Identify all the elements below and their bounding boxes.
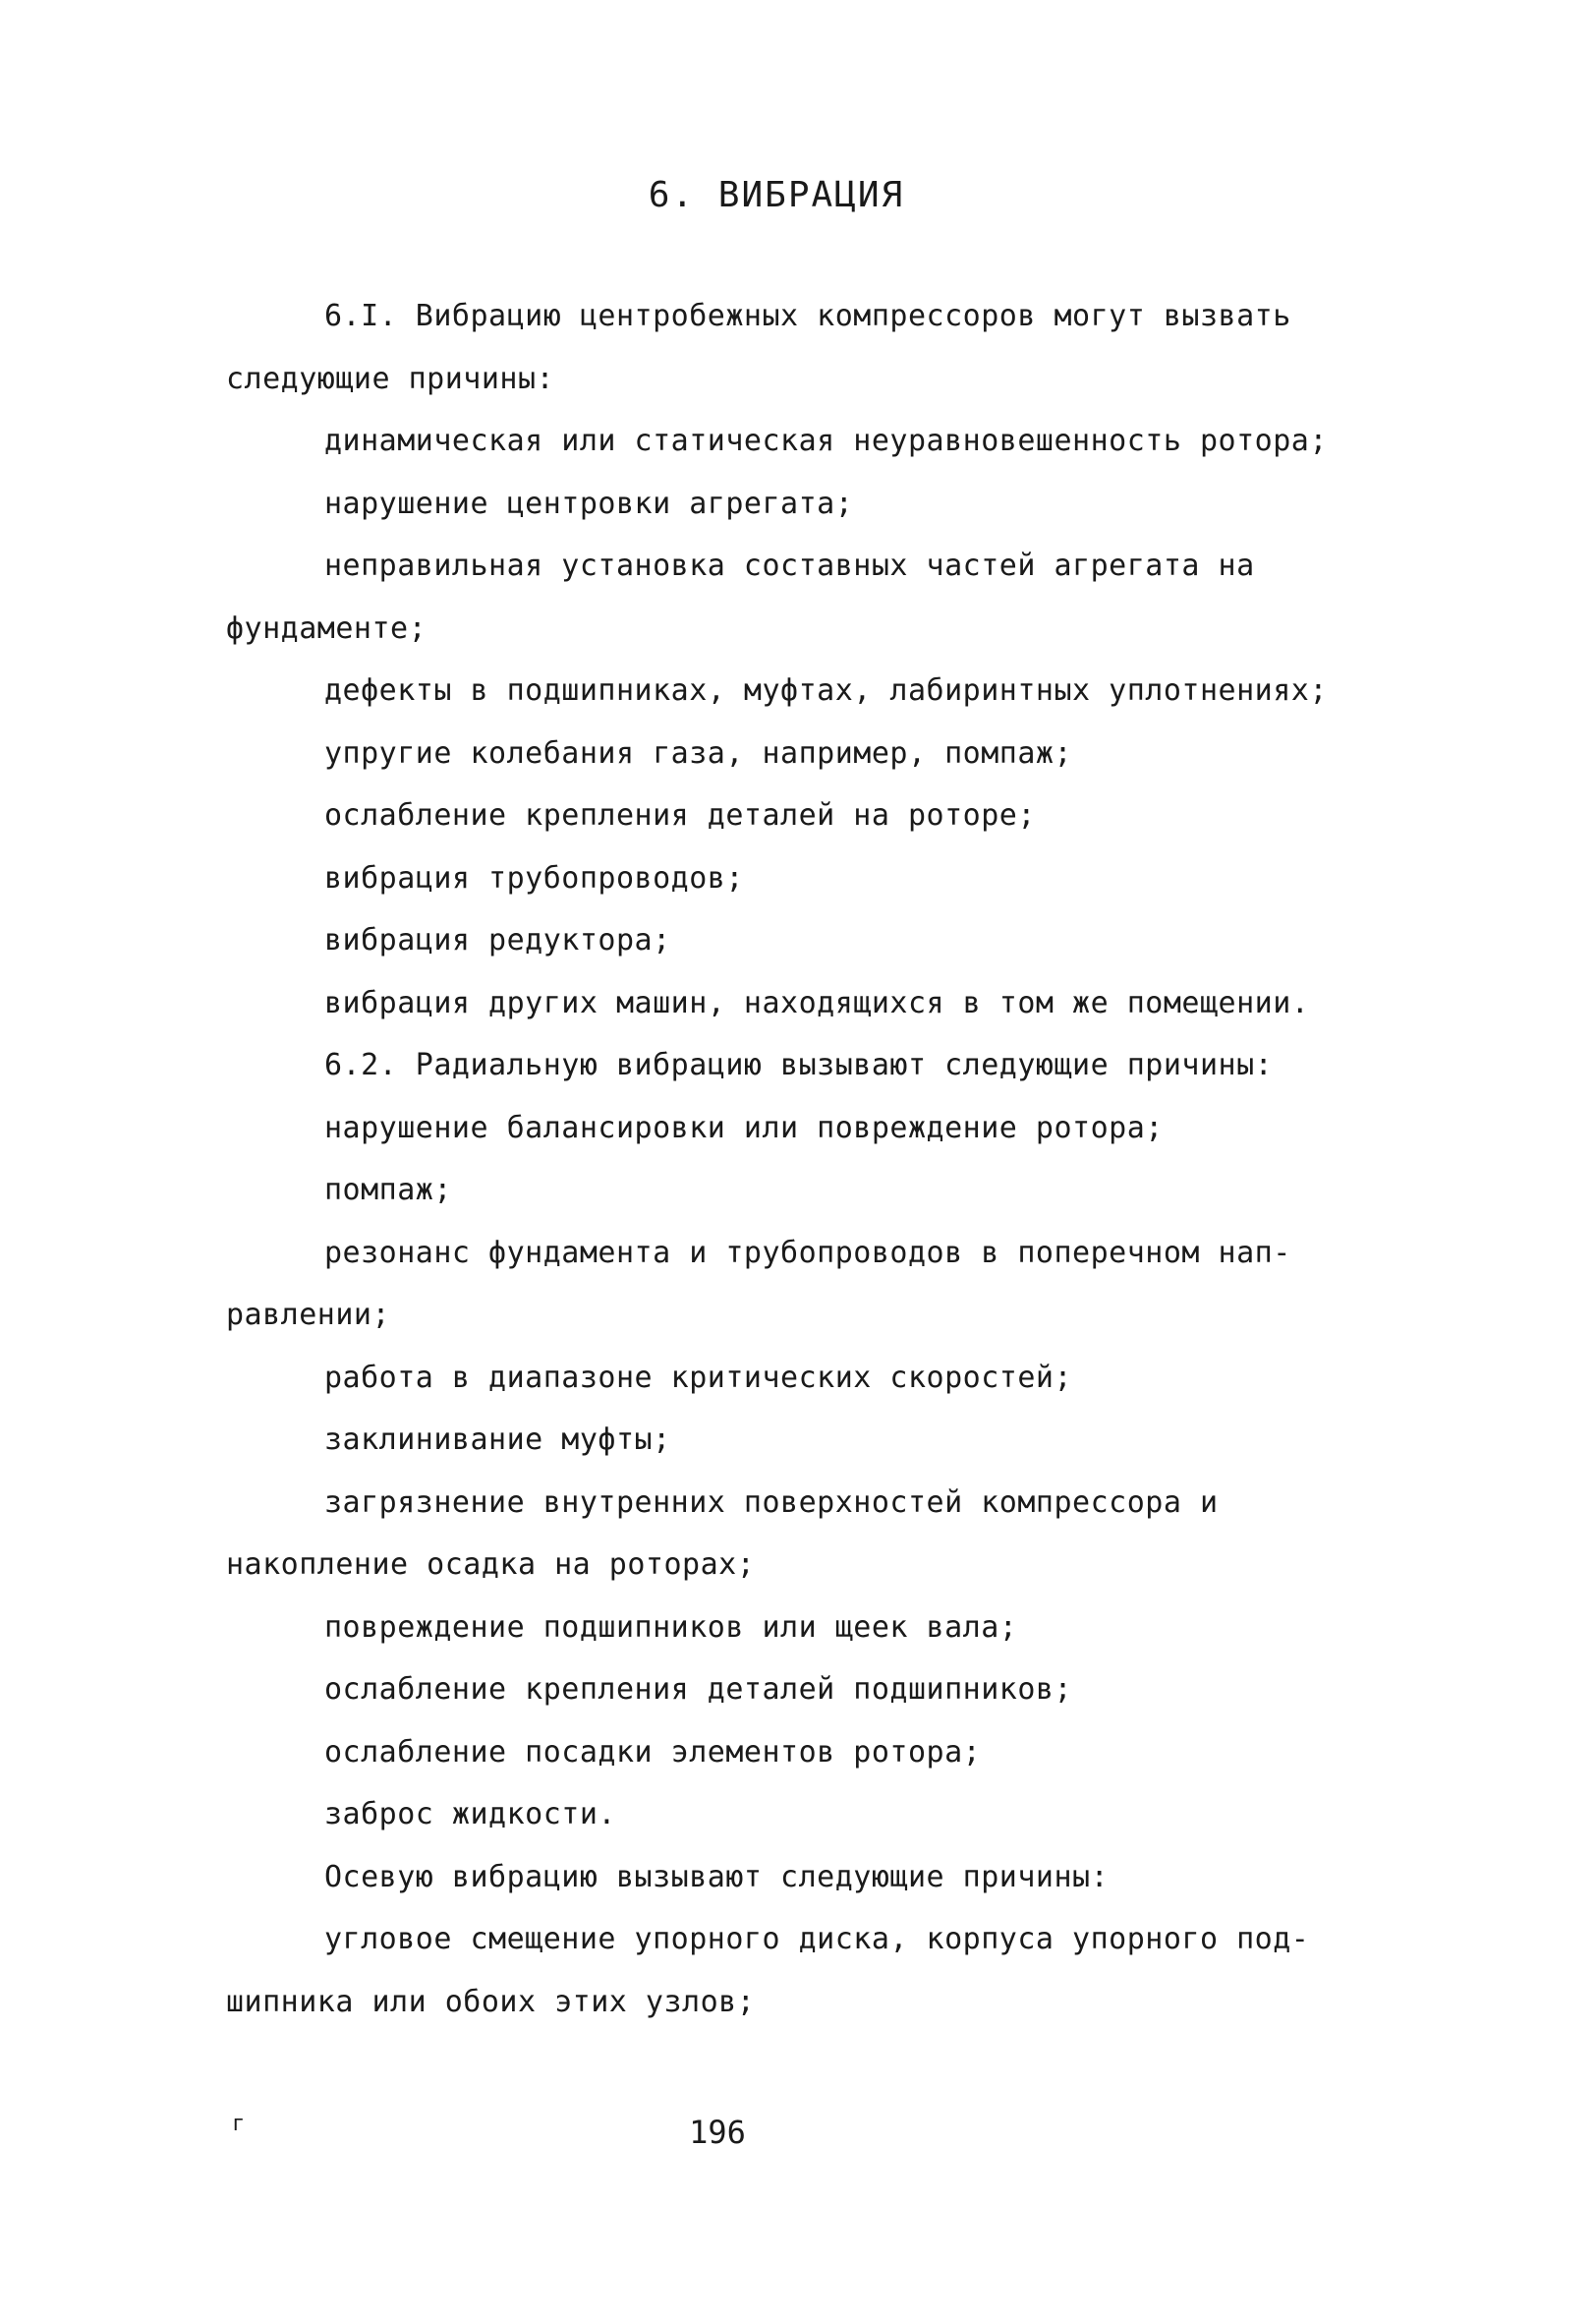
text-line: нарушение центровки агрегата; xyxy=(324,486,854,521)
text-line: помпаж; xyxy=(324,1173,452,1207)
margin-mark: г xyxy=(232,2112,246,2136)
text-line: нарушение балансировки или повреждение ротора; xyxy=(324,1110,1164,1145)
text-line: фундаменте; xyxy=(226,610,428,646)
text-line: вибрация трубопроводов; xyxy=(324,860,744,896)
text-line: динамическая или статическая неуравновешенность ротора; xyxy=(324,424,1328,458)
text-line: загрязнение внутренних поверхностей компрессора и xyxy=(324,1484,1219,1520)
text-line: равлении; xyxy=(226,1298,391,1332)
text-line: заклинивание муфты; xyxy=(324,1422,671,1457)
text-line: ослабление посадки элементов ротора; xyxy=(324,1734,982,1770)
text-line: заброс жидкости. xyxy=(324,1797,616,1831)
page-number: 196 xyxy=(689,2114,746,2151)
text-line: ослабление крепления деталей на роторе; xyxy=(324,798,1036,833)
text-line: 6.2. Радиальную вибрацию вызывают следующие причины: xyxy=(324,1048,1274,1082)
section-title: 6. ВИБРАЦИЯ xyxy=(648,175,905,215)
text-line: неправильная установка составных частей агрегата на xyxy=(324,549,1255,583)
body-text xyxy=(226,285,1396,2033)
text-line: вибрация редуктора; xyxy=(324,923,671,958)
text-line: Осевую вибрацию вызывают следующие причины: xyxy=(324,1859,1110,1894)
text-line: шипника или обоих этих узлов; xyxy=(226,1984,756,2019)
text-line: повреждение подшипников или щеек вала; xyxy=(324,1609,1018,1645)
text-line: 6.I. Вибрацию центробежных компрессоров могут вызвать xyxy=(324,299,1291,333)
text-line: дефекты в подшипниках, муфтах, лабиринтных уплотнениях; xyxy=(324,673,1328,708)
text-line: ослабление крепления деталей подшипников; xyxy=(324,1672,1073,1707)
text-line: вибрация других машин, находящихся в том же помещении. xyxy=(324,985,1310,1020)
text-line: накопление осадка на роторах; xyxy=(226,1547,756,1582)
text-line: упругие колебания газа, например, помпаж; xyxy=(324,735,1073,771)
text-line: работа в диапазоне критических скоростей; xyxy=(324,1360,1073,1395)
text-line: следующие причины: xyxy=(226,361,555,396)
text-line: угловое смещение упорного диска, корпуса упорного под- xyxy=(324,1922,1310,1956)
text-line: резонанс фундамента и трубопроводов в поперечном нап- xyxy=(324,1235,1291,1270)
